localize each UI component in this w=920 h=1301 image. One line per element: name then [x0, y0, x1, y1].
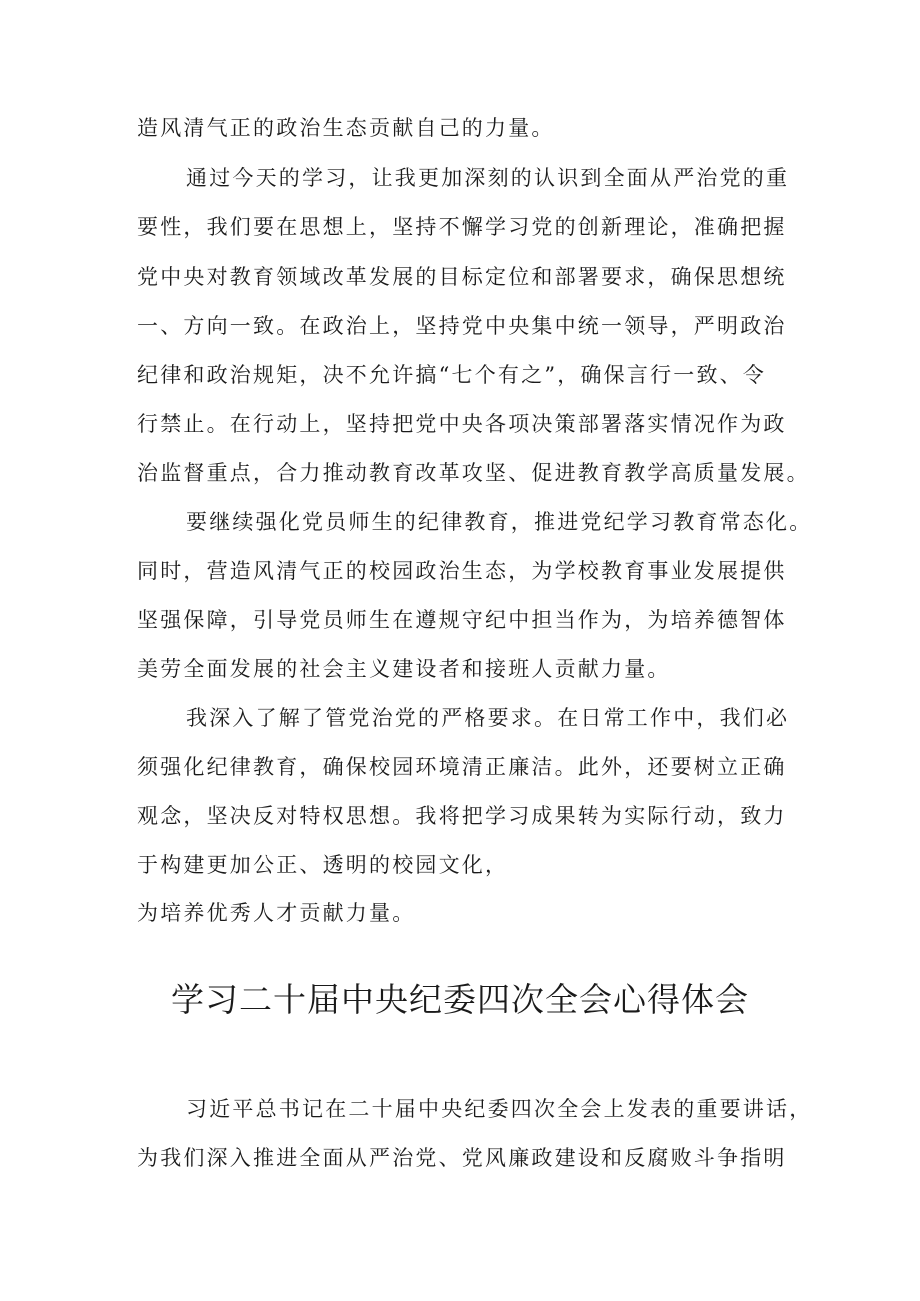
text-line: 须强化纪律教育，确保校园环境清正廉洁。此外，还要树立正确 — [137, 755, 787, 779]
paragraph-first-line: 我深入了解了管党治党的严格要求。在日常工作中，我们必 — [186, 706, 790, 730]
text-line: 治监督重点，合力推动教育改革攻坚、促进教育教学高质量发展。 — [137, 461, 810, 485]
text-line: 为我们深入推进全面从严治党、党风廉政建设和反腐败斗争指明 — [137, 1146, 787, 1170]
text-line: 为培养优秀人才贡献力量。 — [137, 901, 416, 925]
text-line: 纪律和政治规矩，决不允许搞“七个有之”，确保言行一致、令 — [137, 363, 767, 387]
paragraph-first-line: 通过今天的学习，让我更加深刻的认识到全面从严治党的重 — [186, 166, 790, 190]
section-title: 学习二十届中央纪委四次全会心得体会 — [171, 980, 749, 1019]
text-line: 要性，我们要在思想上，坚持不懈学习党的创新理论，准确把握 — [137, 215, 787, 239]
text-line: 党中央对教育领域改革发展的目标定位和部署要求，确保思想统 — [137, 265, 787, 289]
text-line: 同时，营造风清气正的校园政治生态，为学校教育事业发展提供 — [137, 559, 787, 583]
text-line: 美劳全面发展的社会主义建设者和接班人贡献力量。 — [137, 657, 671, 681]
paragraph-first-line: 习近平总书记在二十届中央纪委四次全会上发表的重要讲话， — [186, 1097, 813, 1121]
text-line: 行禁止。在行动上，坚持把党中央各项决策部署落实情况作为政 — [137, 412, 787, 436]
paragraph-first-line: 要继续强化党员师生的纪律教育，推进党纪学习教育常态化。 — [186, 510, 813, 534]
text-line: 观念，坚决反对特权思想。我将把学习成果转为实际行动，致力 — [137, 804, 787, 828]
text-line: 一、方向一致。在政治上，坚持党中央集中统一领导，严明政治 — [137, 314, 787, 338]
text-line: 造风清气正的政治生态贡献自己的力量。 — [137, 116, 555, 140]
text-line: 坚强保障，引导党员师生在遵规守纪中担当作为，为培养德智体 — [137, 608, 787, 632]
text-line: 于构建更加公正、透明的校园文化， — [137, 853, 509, 877]
